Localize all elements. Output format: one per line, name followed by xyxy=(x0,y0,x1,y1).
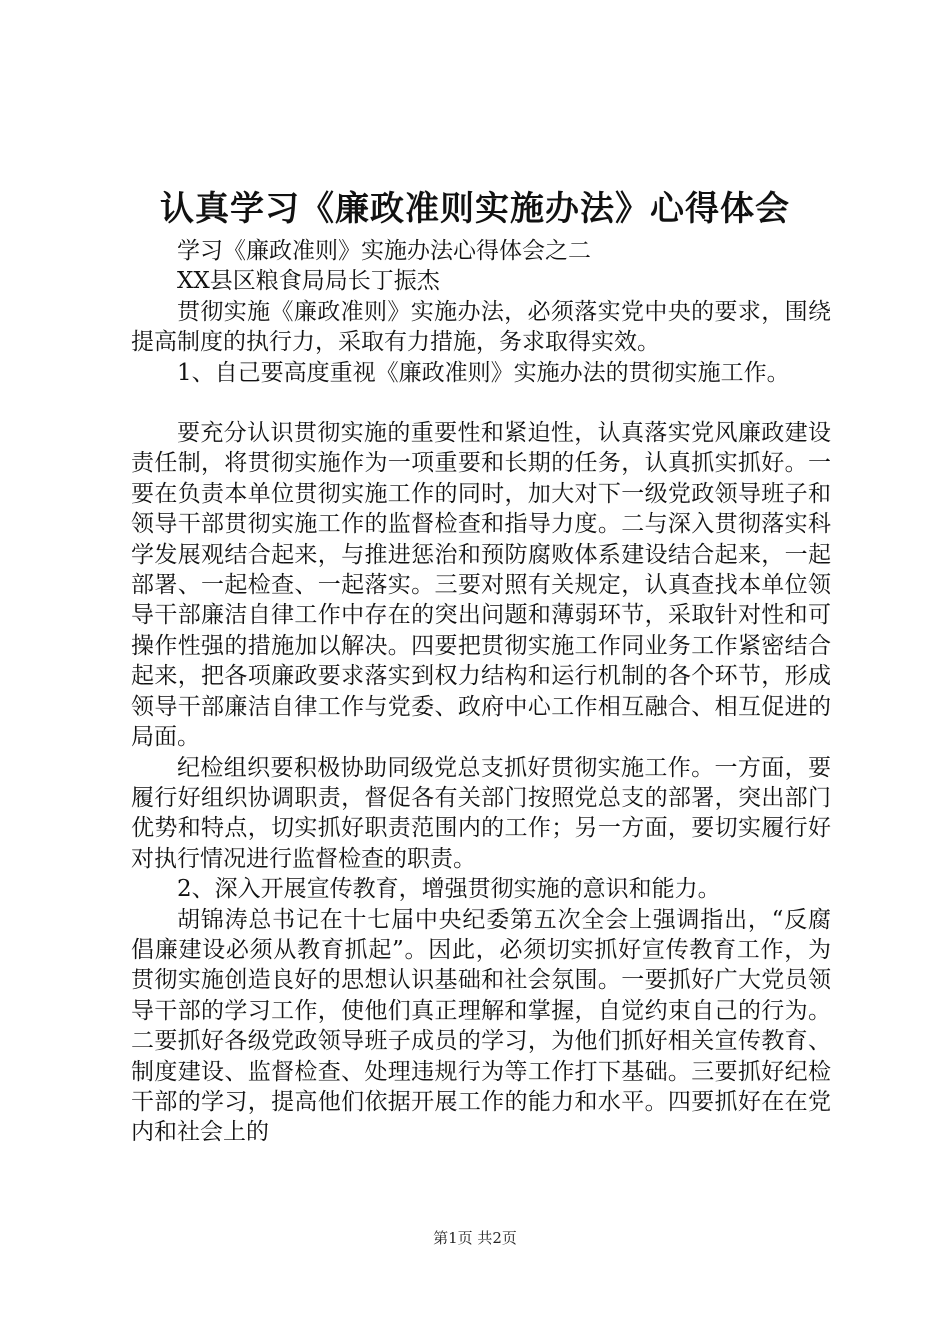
intro-paragraph: 贯彻实施《廉政准则》实施办法，必须落实党中央的要求，围绕提高制度的执行力，采取有力措施，务求取得实效。 xyxy=(131,298,831,356)
subtitle-paragraph: 学习《廉政准则》实施办法心得体会之二 xyxy=(177,238,591,264)
section-heading-1: 1、自己要高度重视《廉政准则》实施办法的贯彻实施工作。 xyxy=(177,359,790,386)
body-paragraph: 胡锦涛总书记在十七届中央纪委第五次全会上强调指出，“反腐倡廉建设必须从教育抓起”。因此，必须切实抓好宣传教育工作，为贯彻实施创造良好的思想认识基础和社会氛围。一要抓好广大党员领导干部的学习工作，使他们真正理解和掌握，自觉约束自己的行为。二要抓好各级党政领导班子成员的学习，为他们抓好相关宣传教育、制度建设、监督检查、处理违规行为等工作打下基础。三要抓好纪检干部的学习，提高他们依据开展工作的能力和水平。四要抓好在在党内和社会上的 xyxy=(131,906,831,1146)
section-heading-2: 2、深入开展宣传教育，增强贯彻实施的意识和能力。 xyxy=(177,876,721,903)
document-title: 认真学习《廉政准则实施办法》心得体会 xyxy=(160,189,790,229)
body-paragraph: 要充分认识贯彻实施的重要性和紧迫性，认真落实党风廉政建设责任制，将贯彻实施作为一项重要和长期的任务，认真抓实抓好。一要在负责本单位贯彻实施工作的同时，加大对下一级党政领导班子和领导干部贯彻实施工作的监督检查和指导力度。二与深入贯彻落实科学发展观结合起来，与推进惩治和预防腐败体系建设结合起来，一起部署、一起检查、一起落实。三要对照有关规定，认真查找本单位领导干部廉洁自律工作中存在的突出问题和薄弱环节，采取针对性和可操作性强的措施加以解决。四要把贯彻实施工作同业务工作紧密结合起来，把各项廉政要求落实到权力结构和运行机制的各个环节，形成领导干部廉洁自律工作与党委、政府中心工作相互融合、相互促进的局面。 xyxy=(131,420,831,751)
body-paragraph: 纪检组织要积极协助同级党总支抓好贯彻实施工作。一方面，要履行好组织协调职责，督促各有关部门按照党总支的部署，突出部门优势和特点，切实抓好职责范围内的工作；另一方面，要切实履行好对执行情况进行监督检查的职责。 xyxy=(131,754,831,872)
author-line: XX县区粮食局局长丁振杰 xyxy=(177,268,440,295)
page-number-footer: 第1页 共2页 xyxy=(433,1229,517,1247)
document-body xyxy=(131,236,831,1148)
